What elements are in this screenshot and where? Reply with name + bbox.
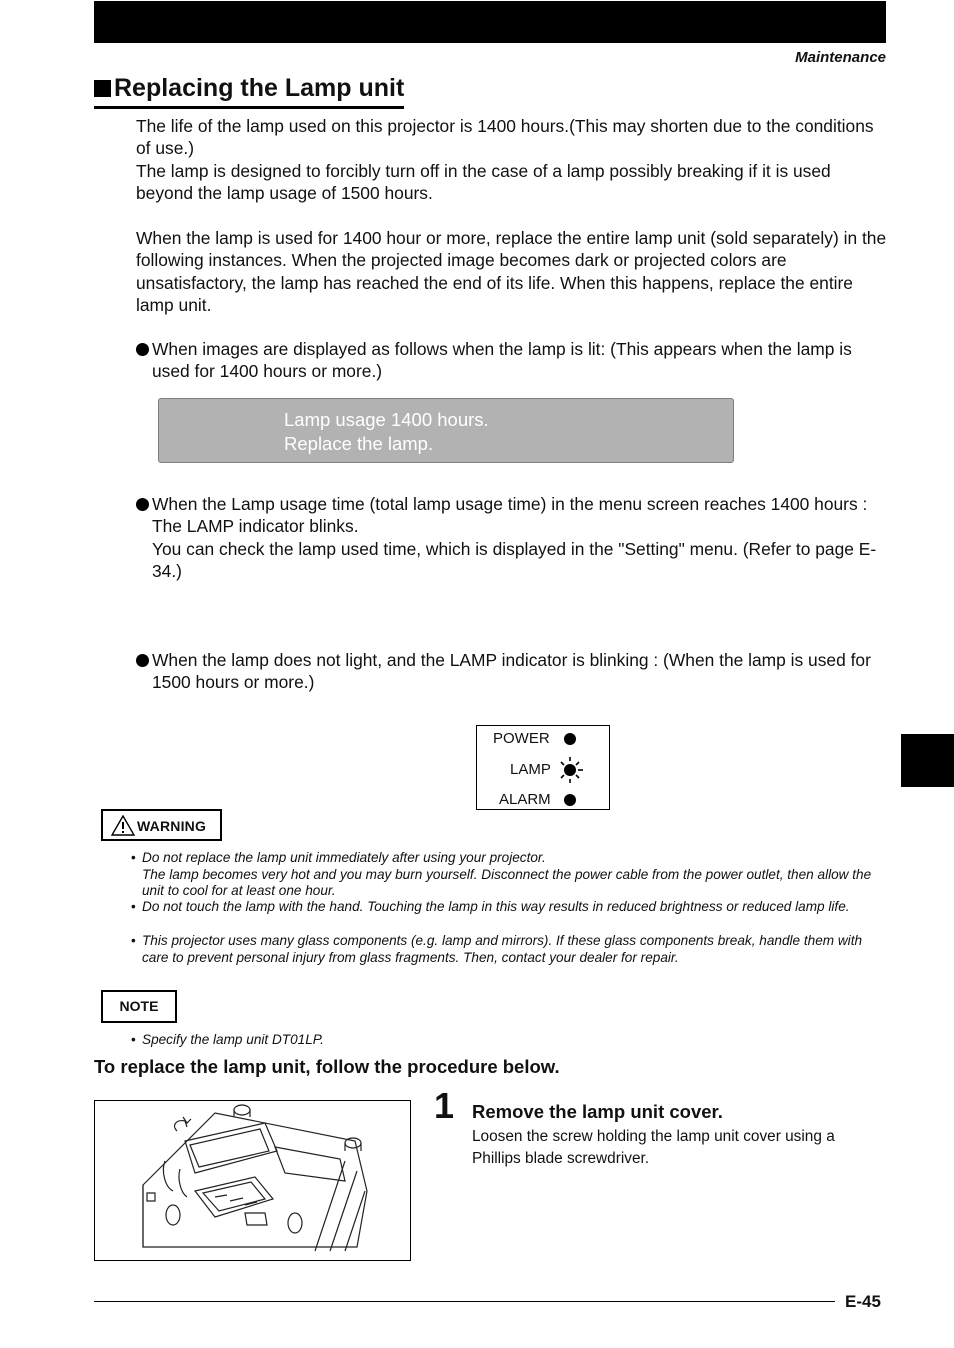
page-number: E-45: [845, 1292, 881, 1311]
procedure-heading: To replace the lamp unit, follow the procedure below.: [94, 1056, 560, 1077]
power-indicator-icon: [564, 733, 576, 745]
list-item: • This projector uses many glass components (e.g. lamp and mirrors). If these glass components break, handle them with care to prevent personal injury from glass fragments. Then, contact your dealer for repair.: [131, 933, 891, 966]
warning-triangle-icon: [111, 815, 135, 836]
alarm-indicator-label: ALARM: [499, 791, 551, 808]
section-label: Maintenance: [795, 49, 886, 66]
chapter-tab: [901, 734, 954, 787]
note-item-text: Specify the lamp unit DT01LP.: [142, 1032, 324, 1047]
bullet-dot-icon: [136, 654, 149, 667]
step-number: 1: [434, 1085, 455, 1126]
screen-message-line: Replace the lamp.: [284, 433, 434, 454]
bullet-item: [136, 493, 888, 582]
warning-label: WARNING: [137, 818, 207, 834]
list-item: • Specify the lamp unit DT01LP.: [131, 1032, 324, 1047]
warning-item-text: The lamp becomes very hot and you may burn yourself. Disconnect the power cable from the power outlet, then allow the unit to cool for at least one hour.: [142, 866, 872, 898]
alarm-indicator-icon: [564, 794, 576, 806]
list-item: • Do not touch the lamp with the hand. Touching the lamp in this way results in reduced brightness or reduced lamp life.: [131, 899, 891, 916]
warning-badge: [101, 809, 222, 841]
square-bullet-icon: [94, 80, 111, 97]
lamp-blinking-icon: [555, 756, 585, 784]
paragraph-lamp-life: [136, 115, 888, 204]
bullet-item: [136, 338, 888, 383]
page-title-text: Replacing the Lamp unit: [114, 74, 405, 102]
bullet-text: When the lamp does not light, and the LAMP indicator is blinking : (When the lamp is used for 1500 hours or more.): [152, 650, 871, 693]
page-title: [94, 72, 404, 109]
screen-message-line: Lamp usage 1400 hours.: [284, 409, 489, 430]
screen-message-box: [158, 398, 734, 463]
projector-lamp-cover-image: [95, 1101, 410, 1260]
bullet-text: When the Lamp usage time (total lamp usage time) in the menu screen reaches 1400 hours : The LAMP indicator blinks.: [152, 494, 868, 537]
bullet-text: You can check the lamp used time, which is displayed in the "Setting" menu. (Refer to page E-34.): [152, 538, 877, 581]
indicator-panel: [476, 725, 610, 810]
note-label: NOTE: [119, 998, 159, 1014]
power-indicator-label: POWER: [493, 730, 550, 747]
step-description: Loosen the screw holding the lamp unit cover using a Phillips blade screwdriver.: [472, 1128, 835, 1167]
warning-item-text: Do not replace the lamp unit immediately after using your projector.: [142, 850, 546, 865]
step-title: Remove the lamp unit cover.: [472, 1101, 723, 1122]
footer-divider: [94, 1301, 835, 1302]
bullet-dot-icon: [136, 498, 149, 511]
lamp-indicator-label: LAMP: [510, 761, 551, 778]
paragraph-line: The lamp is designed to forcibly turn off in the case of a lamp possibly breaking if it is used beyond the lamp usage of 1500 hours.: [136, 160, 831, 203]
paragraph-line: The life of the lamp used on this projector is 1400 hours.(This may shorten due to the conditions of use.): [136, 116, 874, 159]
list-item: • Do not replace the lamp unit immediately after using your projector. The lamp becomes very hot and you may burn yourself. Disconnect the power cable from the power outlet, then allow the unit to cool for at least one hour.: [131, 850, 891, 900]
note-badge: [101, 990, 177, 1023]
note-list: [0, 1032, 954, 1052]
warning-list: [0, 850, 954, 970]
header-bar: [94, 1, 886, 43]
warning-item-text: Do not touch the lamp with the hand. Touching the lamp in this way results in reduced brightness or reduced lamp life.: [142, 899, 850, 914]
bullet-item: [136, 649, 888, 694]
warning-item-text: This projector uses many glass components (e.g. lamp and mirrors). If these glass components break, handle them with care to prevent personal injury from glass fragments. Then, contact your dealer for repair.: [142, 933, 863, 965]
bullet-dot-icon: [136, 343, 149, 356]
bullet-text: When images are displayed as follows when the lamp is lit: (This appears when the lamp is used for 1400 hours or more.): [152, 339, 852, 382]
paragraph-replace: When the lamp is used for 1400 hour or more, replace the entire lamp unit (sold separately) in the following instances. When the projected image becomes dark or projected colors are unsatisfactory, the lamp has reached the end of its life. When this happens, replace the entire lamp unit.: [136, 228, 887, 315]
lamp-cover-illustration: [94, 1100, 411, 1261]
